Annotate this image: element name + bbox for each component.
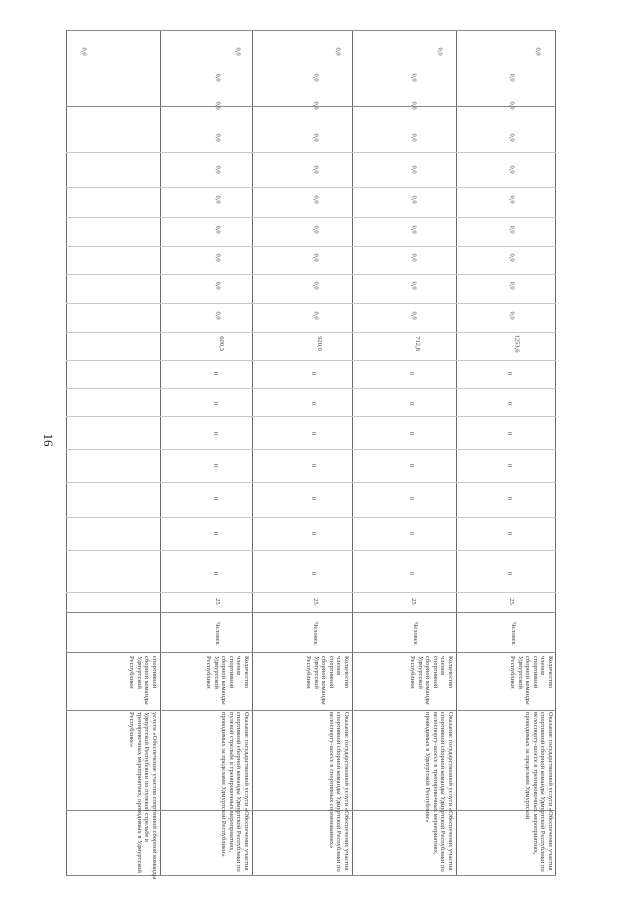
row2-value-9: 0,0 (214, 311, 222, 320)
row5-description: Оказание государственной услуги «Обеспечение участия спортивной сборной команды Удмуртской Республики по велоспорту-шоссе в тренировочных мероприятиях, проводимых за пределами Удмуртской (524, 712, 554, 872)
row3-description: Оказание государственной услуги «Обеспечение участия спортивной сборной команды Удмуртской Республики по велоспорту-шоссе в спортивных соревнованиях» (328, 712, 350, 872)
row4-unit: Человек (411, 622, 419, 645)
row2-value-15: 0,0 (214, 133, 222, 142)
row4-value-1: 0 (408, 571, 416, 576)
row2-value-14: 0,0 (214, 165, 222, 174)
row3-value-12: 0,0 (312, 225, 320, 234)
row2-value-10: 0,0 (214, 281, 222, 290)
row5-value-8: 1253,6 (513, 334, 521, 353)
row2-value-11: 0,0 (214, 253, 222, 262)
row3-value-14: 0,0 (312, 165, 320, 174)
row3-value-11: 0,0 (312, 253, 320, 262)
row5-value-9: 0,0 (508, 311, 516, 320)
row2-value-18: 0,0 (234, 47, 242, 56)
row2-value-6: 0 (212, 401, 220, 406)
row5-value-15: 0,0 (508, 133, 516, 142)
row3-value-13: 0,0 (312, 195, 320, 204)
row4-value-18: 0,0 (436, 47, 444, 56)
row4-value-13: 0,0 (410, 195, 418, 204)
row5-value-6: 0 (506, 401, 514, 406)
page-number: 16 (41, 433, 56, 447)
row4-value-10: 0,0 (410, 281, 418, 290)
row3-value-5: 0 (310, 431, 318, 436)
row4-description: Оказание государственной услуги «Обеспечение участия спортивной сборной команды Удмуртской Республики по велоспорту-шоссе в тренировочных мероприятиях, проводимых в Удмуртской Республике» (424, 712, 454, 872)
row4-value-4: 0 (408, 463, 416, 468)
row4-value-17: 0,0 (410, 73, 418, 82)
row2-value-2: 0 (212, 531, 220, 536)
row5-value-7: 0 (506, 371, 514, 376)
row4-value-12: 0,0 (410, 225, 418, 234)
row3-unit: Человек (311, 622, 319, 645)
row3-value-2: 0 (310, 531, 318, 536)
row4-value-15: 0,0 (410, 133, 418, 142)
row2-indicator: Количество членов спортивной сборной команды Удмуртской Республики (205, 656, 250, 705)
row3-value-8: 920,0 (315, 336, 323, 351)
row4-value-16: 0,0 (410, 101, 418, 110)
row3-indicator: Количество членов спортивной сборной команды Удмуртской Республики (305, 656, 350, 705)
row3-value-1: 0 (310, 571, 318, 576)
row5-unit: Человек (509, 622, 517, 645)
row5-indicator: Количество членов спортивной сборной команды Удмуртской Республики (509, 656, 554, 705)
row3-value-7: 0 (310, 371, 318, 376)
row5-value-2: 0 (506, 531, 514, 536)
row5-value-4: 0 (506, 463, 514, 468)
row2-value-4: 0 (212, 463, 220, 468)
row4-value-7: 0 (408, 371, 416, 376)
row3-value-6: 0 (310, 401, 318, 406)
row4-value-6: 0 (408, 401, 416, 406)
row5-value-16: 0,0 (508, 101, 516, 110)
row2-value-7: 0 (212, 371, 220, 376)
row4-value-11: 0,0 (410, 253, 418, 262)
row3-value-4: 0 (310, 463, 318, 468)
row5-value-1: 0 (506, 571, 514, 576)
row3-value-10: 0,0 (312, 281, 320, 290)
row2-base: 25 (213, 598, 221, 605)
row5-value-11: 0,0 (508, 253, 516, 262)
row5-value-14: 0,0 (508, 165, 516, 174)
row5-value-12: 0,0 (508, 225, 516, 234)
row5-value-18: 0,0 (534, 47, 542, 56)
row2-value-17: 0,0 (214, 73, 222, 82)
row3-value-9: 0,0 (312, 311, 320, 320)
row3-value-16: 0,0 (312, 101, 320, 110)
row4-value-2: 0 (408, 531, 416, 536)
row2-description: Оказание государственной услуги «Обеспечение участия спортивной сборной команды Удмуртской Республики по пулевой стрельбе в тренировочных мероприятиях, проводимых за пределами Удмуртской Республики» (220, 712, 250, 872)
row2-value-3: 0 (212, 496, 220, 501)
row4-value-3: 0 (408, 496, 416, 501)
row1-description: услуги «Обеспечение участия спортивной сборной команды Удмуртской Республики по пулевой стрельбе в тренировочных мероприятиях, проводимых в Удмуртской Республике» (128, 712, 158, 880)
row2-value-16: 0,0 (214, 101, 222, 110)
row2-value-1: 0 (212, 571, 220, 576)
row2-value-12: 0,0 (214, 225, 222, 234)
row2-value-5: 0 (212, 431, 220, 436)
row3-base: 25 (311, 598, 319, 605)
row2-value-13: 0,0 (214, 195, 222, 204)
row4-value-9: 0,0 (410, 311, 418, 320)
row5-base: 25 (507, 598, 515, 605)
row4-value-14: 0,0 (410, 165, 418, 174)
row2-unit: Человек (213, 622, 221, 645)
row4-base: 25 (409, 598, 417, 605)
row1-indicator: спортивной сборной команды Удмуртской Республики (128, 656, 158, 705)
row5-value-10: 0,0 (508, 281, 516, 290)
row5-value-3: 0 (506, 496, 514, 501)
row1-value-last: 0,0 (80, 47, 88, 56)
row3-value-17: 0,0 (312, 73, 320, 82)
row3-value-3: 0 (310, 496, 318, 501)
row3-value-18: 0,0 (334, 47, 342, 56)
row3-value-15: 0,0 (312, 133, 320, 142)
row2-value-8: 600,3 (217, 336, 225, 351)
row5-value-13: 0,0 (508, 195, 516, 204)
budget-table (66, 30, 556, 880)
row5-value-17: 0,0 (508, 73, 516, 82)
row4-value-5: 0 (408, 431, 416, 436)
row4-value-8: 712,8 (413, 336, 421, 351)
row4-indicator: Количество членов спортивной сборной команды Удмуртской Республики (409, 656, 454, 705)
row5-value-5: 0 (506, 431, 514, 436)
